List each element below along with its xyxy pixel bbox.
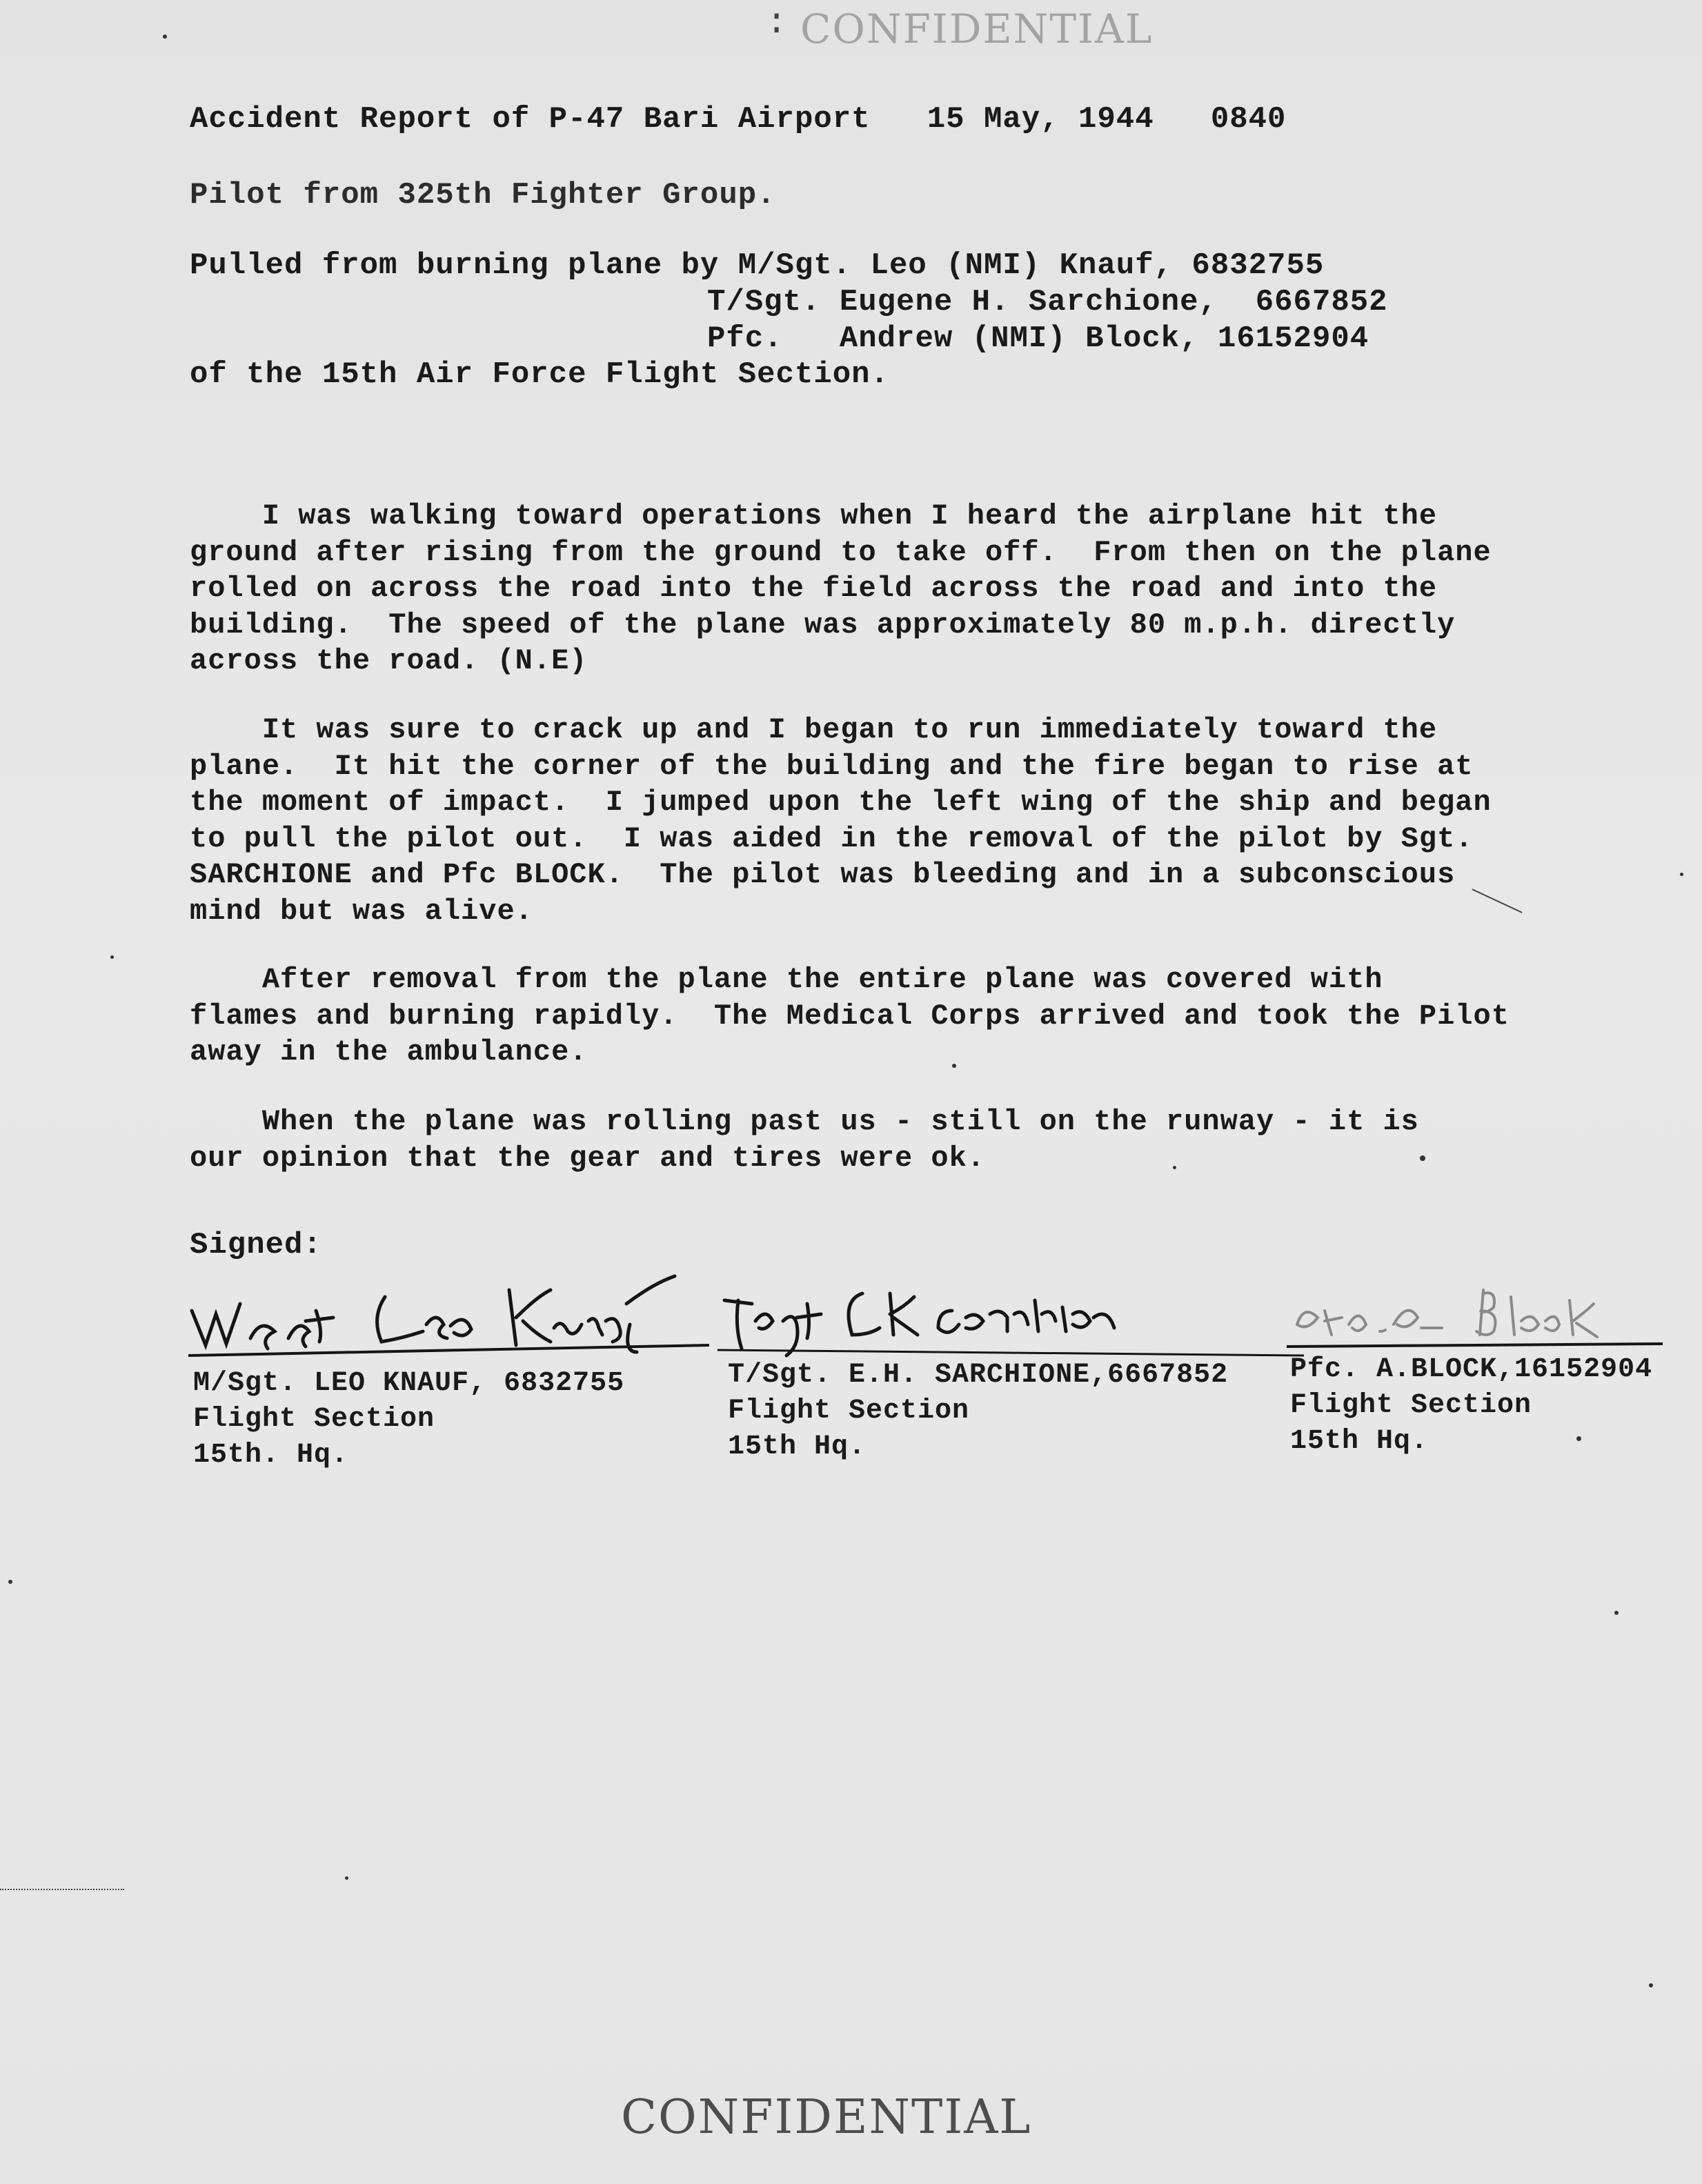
signature-name-line: T/Sgt. E.H. SARCHIONE,6667852 xyxy=(728,1360,1229,1391)
signature-hq: 15th. Hq. xyxy=(193,1440,349,1471)
paragraph-line: flames and burning rapidly. The Medical Corps arrived and took the Pilot xyxy=(190,999,1510,1033)
paragraph-line: It was sure to crack up and I began to run immediately toward the xyxy=(190,713,1438,746)
signature-block-block xyxy=(1290,1352,1652,1460)
signature-sarchione xyxy=(718,1266,1311,1362)
speck xyxy=(163,34,167,39)
speck xyxy=(1614,1611,1619,1615)
paragraph-line: the moment of impact. I jumped upon the left wing of the ship and began xyxy=(190,786,1492,819)
signature-name-line: M/Sgt. LEO KNAUF, 6832755 xyxy=(193,1368,625,1399)
paragraph-line: away in the ambulance. xyxy=(190,1035,588,1069)
paragraph-line: plane. It hit the corner of the building and the fire began to rise at xyxy=(190,749,1474,783)
speck xyxy=(1576,1436,1581,1441)
report-header: Accident Report of P-47 Bari Airport 15 May, 1944 0840 xyxy=(190,102,1287,137)
paragraph-line: building. The speed of the plane was approximately 80 m.p.h. directly xyxy=(190,608,1456,642)
paragraph-line: SARCHIONE and Pfc BLOCK. The pilot was bleeding and in a subconscious xyxy=(190,858,1456,891)
confidential-stamp-bottom: CONFIDENTIAL xyxy=(621,2090,1032,2145)
unit-line: of the 15th Air Force Flight Section. xyxy=(190,357,889,392)
speck xyxy=(110,955,114,959)
paragraph-1 xyxy=(190,498,1501,679)
speck xyxy=(1173,1166,1176,1169)
signature-block xyxy=(1283,1269,1670,1352)
signature-section: Flight Section xyxy=(193,1404,435,1435)
speck xyxy=(345,1876,348,1880)
paragraph-2 xyxy=(190,712,1501,929)
margin-mark: : xyxy=(766,3,788,43)
scratch-mark xyxy=(0,1889,124,1890)
paragraph-line: mind but was alive. xyxy=(190,894,533,928)
speck xyxy=(1649,1983,1653,1987)
paragraph-line: ground after rising from the ground to take off. From then on the plane xyxy=(190,535,1492,569)
pilot-group-line: Pilot from 325th Fighter Group. xyxy=(190,178,776,212)
paragraph-line: When the plane was rolling past us - still on the runway - it is xyxy=(190,1105,1419,1138)
paragraph-3 xyxy=(190,962,1510,1071)
rescuer-line-3: Pfc. Andrew (NMI) Block, 16152904 xyxy=(707,321,1369,356)
signature-name-line: Pfc. A.BLOCK,16152904 xyxy=(1290,1354,1653,1385)
paragraph-line: our opinion that the gear and tires were ok. xyxy=(190,1141,985,1175)
speck xyxy=(1680,873,1683,876)
signature-knauf xyxy=(185,1262,723,1366)
paragraph-line: to pull the pilot out. I was aided in the removal of the pilot by Sgt. xyxy=(190,822,1474,855)
rescuer-line-1: Pulled from burning plane by M/Sgt. Leo (NMI) Knauf, 6832755 xyxy=(190,248,1325,283)
paragraph-line: rolled on across the road into the field across the road and into the xyxy=(190,572,1438,605)
paragraph-4 xyxy=(190,1104,1501,1176)
paragraph-line: After removal from the plane the entire plane was covered with xyxy=(190,963,1383,996)
speck xyxy=(952,1064,956,1068)
paragraph-line: across the road. (N.E) xyxy=(190,644,588,677)
signature-section: Flight Section xyxy=(728,1396,970,1427)
paragraph-line: I was walking toward operations when I heard the airplane hit the xyxy=(190,499,1438,533)
rescuer-line-2: T/Sgt. Eugene H. Sarchione, 6667852 xyxy=(707,285,1388,319)
speck xyxy=(1420,1155,1425,1161)
signature-hq: 15th Hq. xyxy=(728,1431,867,1462)
speck xyxy=(8,1580,12,1584)
signature-sarchione-block xyxy=(728,1358,1228,1465)
signature-knauf-block xyxy=(193,1366,624,1473)
signed-label: Signed: xyxy=(190,1228,322,1262)
confidential-stamp-top: CONFIDENTIAL xyxy=(800,6,1154,52)
signature-section: Flight Section xyxy=(1290,1390,1532,1421)
signature-hq: 15th Hq. xyxy=(1290,1426,1429,1457)
